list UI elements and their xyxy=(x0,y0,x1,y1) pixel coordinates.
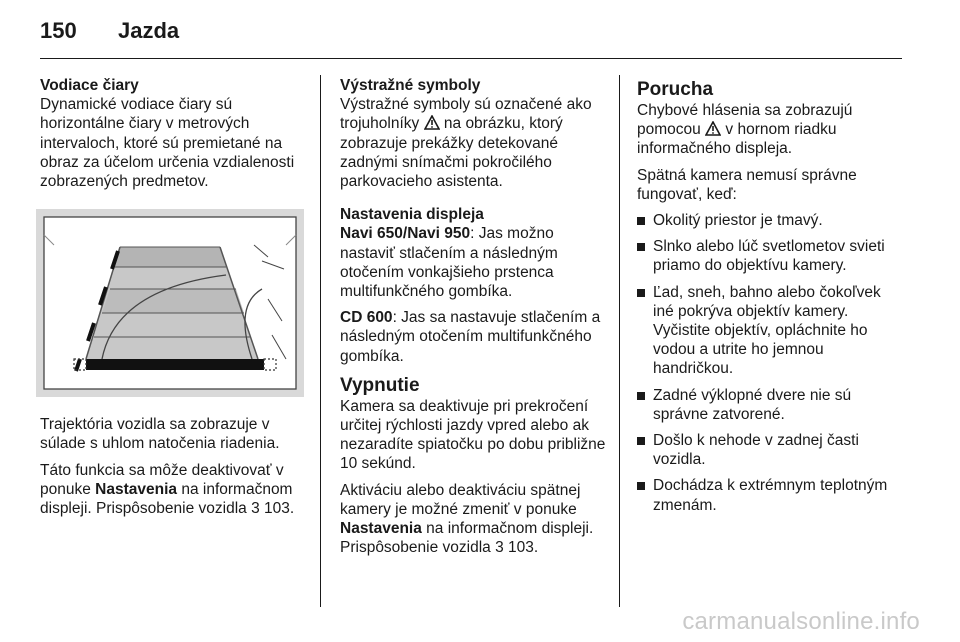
deactivate-text-c: na informačnom displeji. Prispôsobenie vozidla xyxy=(40,480,293,518)
warning-text-b: na obrázku, ktorý zobrazuje prekážky detekované zadnými snímačmi pokročilého parkovacieho asistenta. xyxy=(340,115,563,191)
activation-text xyxy=(340,481,608,558)
navi-model: Navi 650/Navi 950 xyxy=(340,225,471,243)
guide-lines-heading: Vodiace čiary xyxy=(40,77,139,94)
list-item: Slnko alebo lúč svetlometov svieti priamo do objektívu kamery. xyxy=(637,237,902,275)
conditions-list xyxy=(637,211,902,515)
column-2 xyxy=(340,76,608,564)
guide-lines-text: Dynamické vodiace čiary sú horizontálne čiary v metrových intervaloch, ktoré sú premietané na obraz za účelom určenia vzdialenosti zobrazených predmetov. xyxy=(40,96,295,191)
watermark: carmanualsonline.info xyxy=(682,608,920,635)
page-number: 150 xyxy=(40,18,77,43)
switch-off-heading: Vypnutie xyxy=(340,374,420,396)
warning-symbols-text xyxy=(340,95,608,191)
list-item: Zadné výklopné dvere nie sú správne zatvorené. xyxy=(637,386,902,424)
menu-name-nastavenia-2: Nastavenia xyxy=(340,520,422,538)
fault-text xyxy=(637,101,902,159)
navi-text xyxy=(340,224,608,301)
list-item: Ľad, sneh, bahno alebo čokoľvek iné pokrýva objektív kamery. Vyčistite objektív, opláchnite ho vodou a utrite ho jemnou handričkou. xyxy=(637,283,902,379)
warning-text-a: Výstražné symboly sú označené ako trojuholníky xyxy=(340,96,592,133)
warning-triangle-icon xyxy=(424,115,440,130)
fault-heading: Porucha xyxy=(637,79,714,100)
display-settings-heading: Nastavenia displeja xyxy=(340,206,484,224)
cd600-model: CD 600 xyxy=(340,309,393,327)
column-divider-2 xyxy=(619,75,620,607)
navi-text-b: : Jas možno nastaviť stlačením a následným otočením vonkajšieho prstenca multifunkčného gombíka. xyxy=(340,225,558,301)
list-item: Okolitý priestor je tmavý. xyxy=(637,211,902,230)
deactivate-text xyxy=(40,461,308,519)
warning-symbols-heading: Výstražné symboly xyxy=(340,77,481,94)
menu-name-nastavenia: Nastavenia xyxy=(95,480,178,498)
header-rule xyxy=(40,58,902,59)
cd600-text-b: : Jas sa nastavuje stlačením a následným otočením multifunkčného gombíka. xyxy=(340,309,601,365)
list-item: Dochádza k extrémnym teplotným zmenám. xyxy=(637,476,902,514)
camera-conditions-text: Spätná kamera nemusí správne fungovať, keď: xyxy=(637,166,857,203)
activation-text-c: na informačnom displeji. Prispôsobenie vozidla xyxy=(340,520,594,557)
switch-off-text: Kamera sa deaktivuje pri prekročení určitej rýchlosti jazdy vpred alebo ak nezaradíte spiatočku po dobu približne 10 sekúnd. xyxy=(340,397,606,473)
cd600-text xyxy=(340,308,608,366)
trajectory-text: Trajektória vozidla sa zobrazuje v súlade s uhlom natočenia riadenia. xyxy=(40,416,280,453)
reference-page-2: 103. xyxy=(503,539,539,557)
fault-text-a: Chybové hlásenia sa zobrazujú pomocou xyxy=(637,102,853,139)
camera-display-figure xyxy=(36,209,304,397)
warning-triangle-icon-2 xyxy=(705,121,721,136)
column-divider-1 xyxy=(320,75,321,607)
reference-icon-2: 3 xyxy=(495,539,504,557)
fault-text-b: v hornom riadku informačného displeja. xyxy=(637,121,837,158)
reference-icon: 3 xyxy=(251,500,260,518)
page-header xyxy=(40,18,179,44)
reference-page: 103. xyxy=(259,500,295,518)
list-item: Došlo k nehode v zadnej časti vozidla. xyxy=(637,431,902,469)
column-3 xyxy=(637,76,902,522)
deactivate-text-a: Táto funkcia sa môže deaktivovať v ponuke xyxy=(40,461,284,498)
column-1 xyxy=(40,76,308,525)
section-title: Jazda xyxy=(118,18,180,43)
activation-text-a: Aktiváciu alebo deaktiváciu spätnej kamery je možné zmeniť v ponuke xyxy=(340,481,581,518)
